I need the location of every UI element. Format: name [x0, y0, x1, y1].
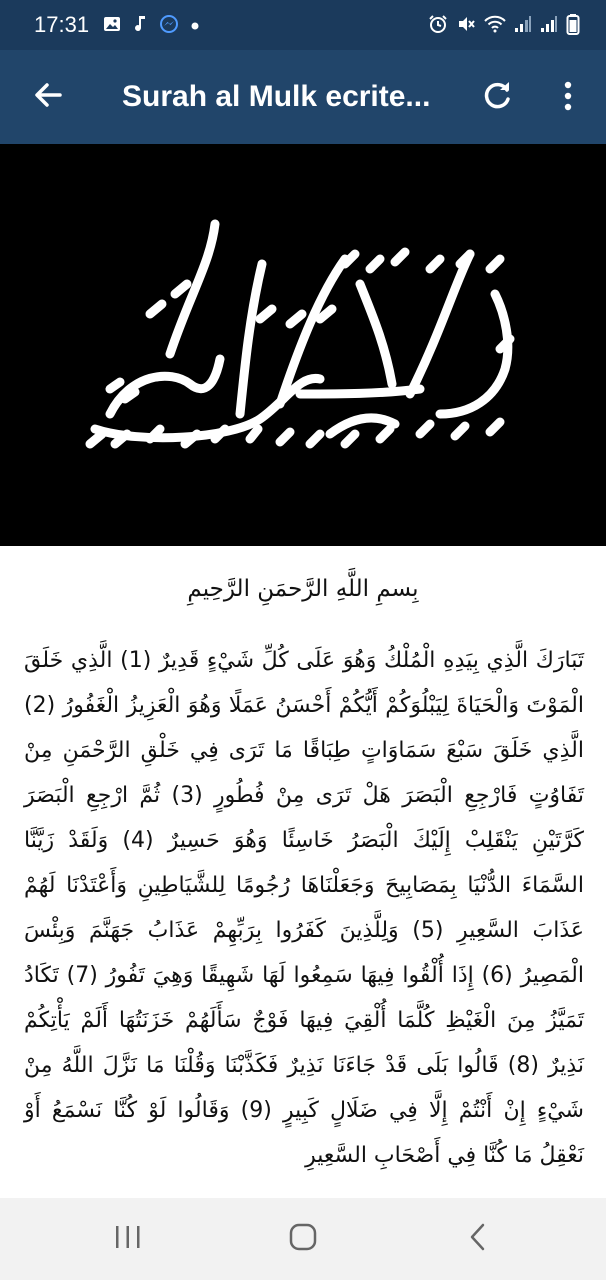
dot-icon	[191, 17, 199, 33]
home-icon	[288, 1222, 318, 1256]
music-note-icon	[133, 15, 147, 36]
recents-button[interactable]	[88, 1209, 168, 1269]
app-bar	[0, 50, 606, 144]
refresh-icon	[483, 81, 513, 115]
signal-icon	[514, 15, 532, 36]
more-options-button[interactable]	[546, 74, 590, 122]
system-nav-bar	[0, 1198, 606, 1280]
mute-icon	[456, 14, 476, 37]
surah-calligraphy-image	[0, 144, 606, 546]
status-bar	[0, 0, 606, 50]
home-button[interactable]	[263, 1209, 343, 1269]
messenger-icon	[159, 14, 179, 37]
back-button[interactable]	[0, 50, 100, 144]
recents-icon	[113, 1224, 143, 1254]
refresh-button[interactable]	[474, 74, 522, 122]
surah-banner	[0, 144, 606, 546]
more-vert-icon	[563, 81, 573, 115]
back-nav-button[interactable]	[438, 1209, 518, 1269]
surah-content[interactable]	[0, 546, 606, 1198]
image-icon	[103, 16, 121, 35]
back-icon	[468, 1222, 488, 1256]
status-left-icons	[103, 14, 199, 37]
signal-icon	[540, 15, 558, 36]
battery-icon	[566, 13, 580, 38]
app-title: Surah al Mulk ecrite...	[122, 80, 431, 113]
alarm-icon	[428, 14, 448, 37]
status-time: 17:31	[34, 12, 90, 37]
wifi-icon	[484, 15, 506, 36]
basmala-heading: بِسمِ اللَّهِ الرَّحمَنِ الرَّحِيمِ	[187, 576, 419, 602]
arrow-left-icon	[33, 80, 63, 114]
surah-text: تَبَارَكَ الَّذِي بِيَدِهِ الْمُلْكُ وَهُوَ عَلَى كُلِّ شَيْءٍ قَدِيرٌ (1) الَّذِي خَلَقَ الْمَوْتَ وَالْحَيَاةَ لِيَبْلُوَكُمْ أَيُّكُمْ أَحْسَنُ عَمَلًا وَهُوَ الْعَزِيزُ الْغَفُورُ (2) الَّذِي خَلَقَ سَبْعَ سَمَاوَاتٍ طِبَاقًا مَا تَرَى فِي خَلْقِ الرَّحْمَنِ مِنْ تَفَاوُتٍ فَارْجِعِ الْبَصَرَ هَلْ تَرَى مِنْ فُطُورٍ (3) ثُمَّ ارْجِعِ الْبَصَرَ كَرَّتَيْنِ يَنْقَلِبْ إِلَيْكَ الْبَصَرُ خَاسِئًا وَهُوَ حَسِيرٌ (4) وَلَقَدْ زَيَّنَّا السَّمَاءَ الدُّنْيَا بِمَصَابِيحَ وَجَعَلْنَاهَا رُجُومًا لِلشَّيَاطِينِ وَأَعْتَدْنَا لَهُمْ عَذَابَ السَّعِيرِ (5) وَلِلَّذِينَ كَفَرُوا بِرَبِّهِمْ عَذَابُ جَهَنَّمَ وَبِئْسَ الْمَصِيرُ (6) إِذَا أُلْقُوا فِيهَا سَمِعُوا لَهَا شَهِيقًا وَهِيَ تَفُورُ (7) تَكَادُ تَمَيَّزُ مِنَ الْغَيْظِ كُلَّمَا أُلْقِيَ فِيهَا فَوْجٌ سَأَلَهُمْ خَزَنَتُهَا أَلَمْ يَأْتِكُمْ نَذِيرٌ (8) قَالُوا بَلَى قَدْ جَاءَنَا نَذِيرٌ فَكَذَّبْنَا وَقُلْنَا مَا نَزَّلَ اللَّهُ مِنْ شَيْءٍ إِنْ أَنْتُمْ إِلَّا فِي ضَلَالٍ كَبِيرٍ (9) وَقَالُوا لَوْ كُنَّا نَسْمَعُ أَوْ نَعْقِلُ مَا كُنَّا فِي أَصْحَابِ السَّعِيرِ	[24, 648, 584, 1168]
status-right-icons	[428, 13, 580, 38]
